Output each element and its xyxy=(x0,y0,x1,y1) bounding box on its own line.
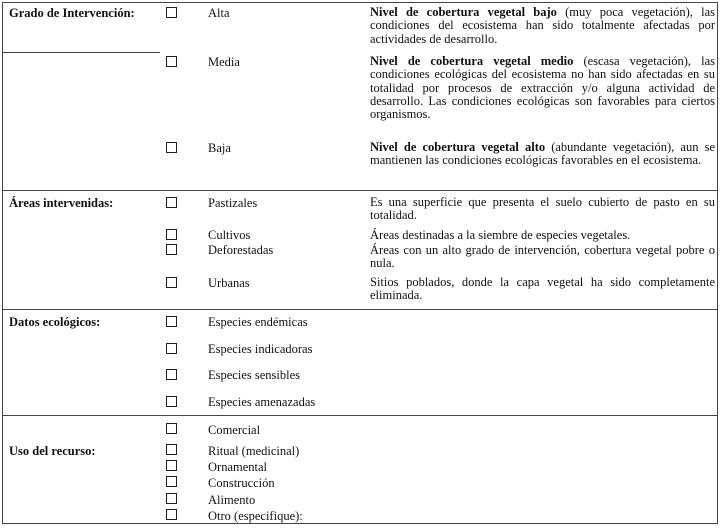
checkbox-ornamental[interactable] xyxy=(166,460,177,471)
option-urbanas-label: Urbanas xyxy=(208,276,250,290)
checkbox-ritual[interactable] xyxy=(166,444,177,455)
option-especies-endemicas-label: Especies endémicas xyxy=(208,315,308,329)
checkbox-baja[interactable] xyxy=(166,142,177,153)
option-cultivos-label: Cultivos xyxy=(208,228,251,242)
checkbox-especies-endemicas[interactable] xyxy=(166,316,177,327)
checkbox-especies-amenazadas[interactable] xyxy=(166,396,177,407)
option-otro-label: Otro (especifique): xyxy=(208,509,303,523)
option-deforestadas-description: Áreas con un alto grado de intervención, cobertura vegetal pobre o nula. xyxy=(370,243,715,271)
option-comercial-label: Comercial xyxy=(208,423,261,437)
option-ornamental-label: Ornamental xyxy=(208,460,268,474)
option-pastizales-label: Pastizales xyxy=(208,196,258,210)
option-media-label: Media xyxy=(208,55,240,69)
option-ritual-label: Ritual (medicinal) xyxy=(208,444,300,458)
divider xyxy=(2,415,718,416)
divider xyxy=(2,190,718,191)
checkbox-alimento[interactable] xyxy=(166,493,177,504)
option-alimento-label: Alimento xyxy=(208,493,256,507)
checkbox-deforestadas[interactable] xyxy=(166,244,177,255)
checkbox-especies-indicadoras[interactable] xyxy=(166,343,177,354)
divider xyxy=(2,309,718,310)
option-cultivos-description: Áreas destinadas a la siembre de especies vegetales. xyxy=(370,228,631,242)
divider xyxy=(2,52,160,53)
checkbox-construccion[interactable] xyxy=(166,476,177,487)
option-especies-indicadoras-label: Especies indicadoras xyxy=(208,342,313,356)
checkbox-especies-sensibles[interactable] xyxy=(166,369,177,380)
option-pastizales-description: Es una superficie que presenta el suelo cubierto de pasto en su totalidad. xyxy=(370,195,715,223)
option-alta-label: Alta xyxy=(208,6,230,20)
option-alta-description: Nivel de cobertura vegetal bajo (muy poca vegetación), las condiciones del ecosistema han sido totalmente afectadas por actividades de desarrollo. xyxy=(370,5,715,46)
option-especies-amenazadas-label: Especies amenazadas xyxy=(208,395,316,409)
areas-intervenidas-label: Áreas intervenidas: xyxy=(9,196,114,210)
checkbox-urbanas[interactable] xyxy=(166,277,177,288)
grado-intervencion-label: Grado de Intervención: xyxy=(9,6,135,20)
option-baja-label: Baja xyxy=(208,141,231,155)
option-urbanas-description: Sitios poblados, donde la capa vegetal ha sido completamente eliminada. xyxy=(370,275,715,303)
checkbox-otro[interactable] xyxy=(166,509,177,520)
checkbox-alta[interactable] xyxy=(166,7,177,18)
checkbox-pastizales[interactable] xyxy=(166,197,177,208)
option-especies-sensibles-label: Especies sensibles xyxy=(208,368,300,382)
datos-ecologicos-label: Datos ecológicos: xyxy=(9,315,101,329)
option-baja-description: Nivel de cobertura vegetal alto (abundante vegetación), aun se mantienen las condiciones ecológicas favorables en el ecosistema. xyxy=(370,140,715,168)
checkbox-media[interactable] xyxy=(166,56,177,67)
option-media-description: Nivel de cobertura vegetal medio (escasa vegetación), las condiciones ecológicas del ecosistema no han sido afectadas en su totalidad por procesos de extracción y/o alguna actividad de desarrollo. Las condiciones ecológicas son favorables para ciertos organismos. xyxy=(370,54,715,122)
option-deforestadas-label: Deforestadas xyxy=(208,243,274,257)
option-construccion-label: Construcción xyxy=(208,476,275,490)
uso-recurso-label: Uso del recurso: xyxy=(9,444,96,458)
checkbox-comercial[interactable] xyxy=(166,423,177,434)
checkbox-cultivos[interactable] xyxy=(166,229,177,240)
